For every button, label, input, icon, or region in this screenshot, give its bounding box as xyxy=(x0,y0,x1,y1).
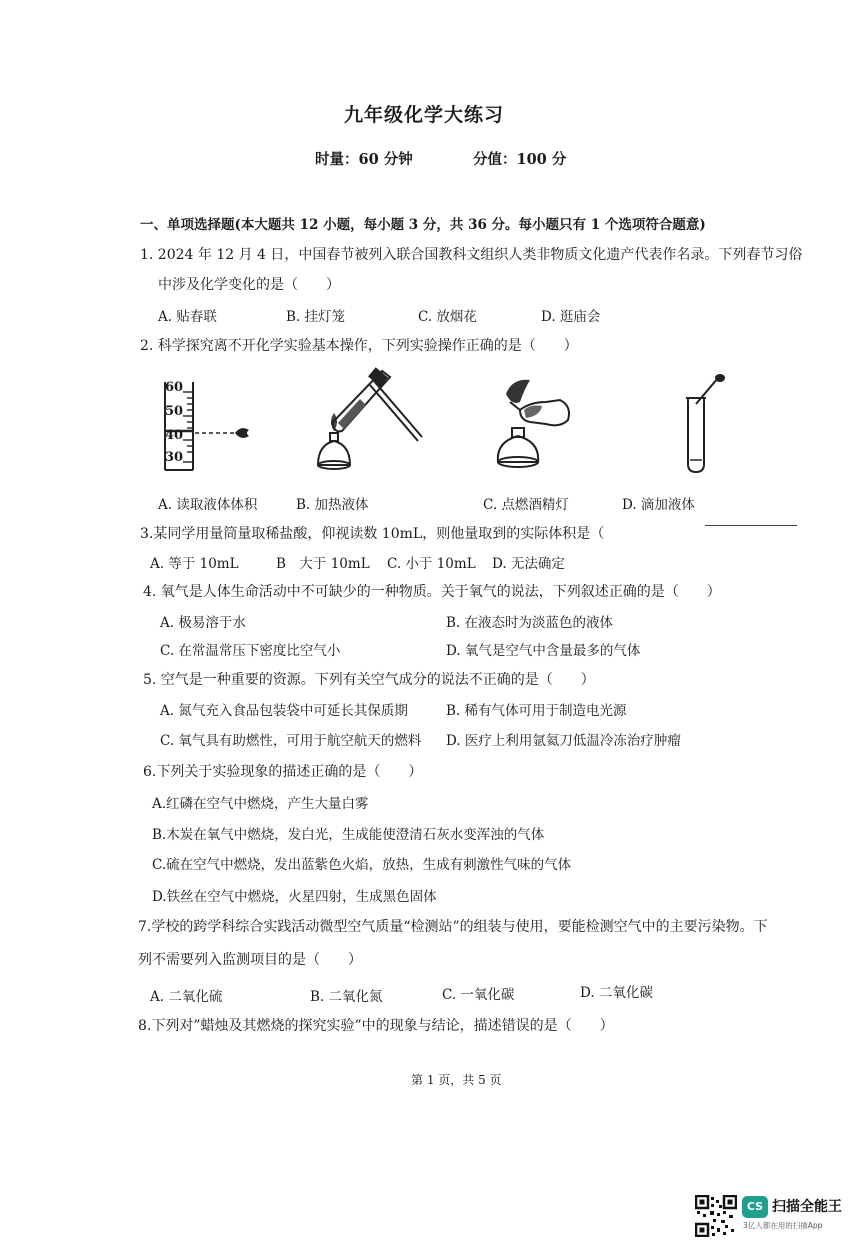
q1-option-c: C. 放烟花 xyxy=(418,309,477,325)
q5-option-c: C. 氧气具有助燃性，可用于航空航天的燃料 xyxy=(160,733,422,749)
page-title: 九年级化学大练习 xyxy=(344,104,505,126)
q7-option-a: A. 二氧化硫 xyxy=(150,989,223,1005)
q3-stem: 3.某同学用量筒量取稀盐酸，仰视读数 10mL，则他量取到的实际体积是（ xyxy=(140,526,605,542)
total-score: 分值：100 分 xyxy=(473,151,567,168)
q3-option-a: A. 等于 10mL xyxy=(150,556,239,572)
q7-stem-line1: 7.学校的跨学科综合实践活动微型空气质量“检测站”的组装与使用，要能检测空气中的主要污染物。下 xyxy=(138,919,768,935)
q8-stem: 8.下列对”蜡烛及其燃烧的探究实验”中的现象与结论，描述错误的是（ ） xyxy=(138,1018,614,1034)
q3-option-d: D. 无法确定 xyxy=(492,556,565,572)
q1-option-d: D. 逛庙会 xyxy=(541,309,601,325)
q4-option-b: B. 在液态时为淡蓝色的液体 xyxy=(446,615,614,631)
cylinder-tick-60: 60 xyxy=(165,380,184,395)
figure-drop-liquid xyxy=(680,372,730,477)
q2-option-c: C. 点燃酒精灯 xyxy=(483,497,569,513)
scan-mark xyxy=(705,525,797,526)
q7-option-d: D. 二氧化碳 xyxy=(580,985,653,1001)
q5-option-d: D. 医疗上利用氩氦刀低温冷冻治疗肿瘤 xyxy=(446,733,681,749)
figure-light-lamp xyxy=(490,372,580,472)
q6-option-c: C.硫在空气中燃烧，发出蓝紫色火焰，放热，生成有刺激性气味的气体 xyxy=(152,857,572,873)
q2-option-a: A. 读取液体体积 xyxy=(158,497,258,513)
q6-stem: 6.下列关于实验现象的描述正确的是（ ） xyxy=(143,764,423,780)
q3-option-c: C. 小于 10mL xyxy=(387,556,476,572)
q6-option-a: A.红磷在空气中燃烧，产生大量白雾 xyxy=(152,796,369,812)
q7-stem-line2: 列不需要列入监测项目的是（ ） xyxy=(138,952,362,968)
q5-stem: 5. 空气是一种重要的资源。下列有关空气成分的说法不正确的是（ ） xyxy=(143,672,595,688)
qr-code-icon xyxy=(695,1195,737,1237)
q6-option-d: D.铁丝在空气中燃烧，火星四射，生成黑色固体 xyxy=(152,889,437,905)
page-number: 第 1 页，共 5 页 xyxy=(411,1073,502,1087)
q1-stem-line1: 1. 2024 年 12 月 4 日，中国春节被列入联合国教科文组织人类非物质文化遗产代表作名录。下列春节习俗 xyxy=(140,247,803,263)
q4-option-a: A. 极易溶于水 xyxy=(160,615,246,631)
q7-option-b: B. 二氧化氮 xyxy=(310,989,383,1005)
q6-option-b: B.木炭在氧气中燃烧，发白光，生成能使澄清石灰水变浑浊的气体 xyxy=(152,827,545,843)
q4-option-d: D. 氧气是空气中含量最多的气体 xyxy=(446,643,641,659)
scanner-tagline: 3亿人都在用的扫描App xyxy=(743,1221,823,1230)
q1-option-a: A. 贴春联 xyxy=(158,309,217,325)
q5-option-b: B. 稀有气体可用于制造电光源 xyxy=(446,703,627,719)
q4-stem: 4. 氧气是人体生命活动中不可缺少的一种物质。关于氧气的说法，下列叙述正确的是（ ） xyxy=(143,584,721,600)
q5-option-a: A. 氮气充入食品包装袋中可延长其保质期 xyxy=(160,703,408,719)
q4-option-c: C. 在常温常压下密度比空气小 xyxy=(160,643,341,659)
cylinder-tick-30: 30 xyxy=(165,450,184,465)
cylinder-tick-40: 40 xyxy=(165,428,184,443)
time-limit: 时量：60 分钟 xyxy=(315,151,413,168)
section-heading: 一、单项选择题(本大题共 12 小题，每小题 3 分，共 36 分。每小题只有 1 个选项符合题意) xyxy=(140,217,706,233)
figure-heat-liquid xyxy=(310,365,425,475)
q2-stem: 2. 科学探究离不开化学实验基本操作，下列实验操作正确的是（ ） xyxy=(140,338,578,354)
q1-option-b: B. 挂灯笼 xyxy=(286,309,346,325)
q2-option-d: D. 滴加液体 xyxy=(622,497,695,513)
scanner-name: 扫描全能王 xyxy=(772,1199,842,1215)
q3-option-b: B 大于 10mL xyxy=(276,556,370,572)
scanner-logo: CS xyxy=(742,1196,768,1218)
q7-option-c: C. 一氧化碳 xyxy=(442,987,515,1003)
q1-stem-line2: 中涉及化学变化的是（ ） xyxy=(158,277,340,293)
cylinder-tick-50: 50 xyxy=(165,404,184,419)
q2-option-b: B. 加热液体 xyxy=(296,497,369,513)
